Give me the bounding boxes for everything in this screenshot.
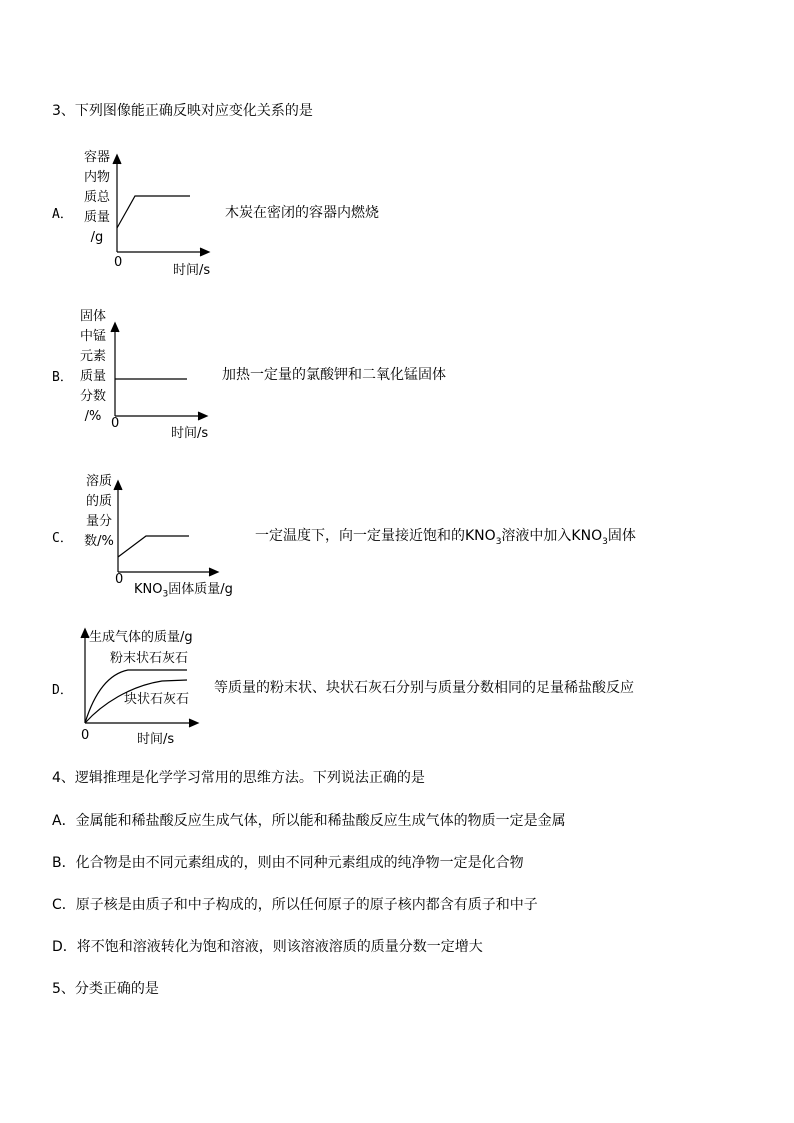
option-a-graph xyxy=(112,152,212,262)
y-axis-arrow xyxy=(114,481,122,490)
description-subscript: 3 xyxy=(495,536,502,547)
option-c-ylabel xyxy=(82,472,116,552)
x-axis-arrow xyxy=(189,719,198,727)
description-part: 固体 xyxy=(607,528,636,544)
ylabel-line: /g xyxy=(90,230,104,245)
ylabel-line: 内物 xyxy=(83,170,110,185)
option-c-origin: 0 xyxy=(115,572,124,587)
description-part: 一定温度下，向一定量接近饱和的KNO xyxy=(255,528,496,544)
option-b-ylabel xyxy=(76,307,110,427)
description-subscript: 3 xyxy=(602,536,608,547)
x-axis-arrow xyxy=(200,248,209,256)
ylabel-line: 固体 xyxy=(79,309,106,324)
ylabel-line: 量分 xyxy=(85,514,112,529)
ylabel-line: 元素 xyxy=(79,349,106,364)
y-axis-arrow xyxy=(111,323,119,332)
option-b-description: 加热一定量的氯酸钾和二氧化锰固体 xyxy=(222,367,446,383)
ylabel-line: /% xyxy=(84,409,102,424)
question-3-title: 3、下列图像能正确反映对应变化关系的是 xyxy=(52,103,313,119)
mass-curve xyxy=(117,196,190,228)
ylabel-line: 数/% xyxy=(84,534,114,549)
lump-curve-label: 块状石灰石 xyxy=(124,692,190,707)
option-b-graph xyxy=(110,320,210,420)
question-5-title: 5、分类正确的是 xyxy=(52,981,159,997)
xlabel-subscript: 3 xyxy=(162,589,169,600)
question-4-option-a: A．金属能和稀盐酸反应生成气体，所以能和稀盐酸反应生成气体的物质一定是金属 xyxy=(52,813,566,829)
option-b-xlabel: 时间/s xyxy=(171,426,209,441)
option-a-xlabel: 时间/s xyxy=(173,263,211,278)
powder-curve-label: 粉末状石灰石 xyxy=(110,651,189,666)
xlabel-part: KNO xyxy=(134,582,163,597)
y-axis-arrow xyxy=(113,155,121,164)
question-4-option-d: D．将不饱和溶液转化为饱和溶液，则该溶液溶质的质量分数一定增大 xyxy=(52,939,483,955)
option-d-letter: D． xyxy=(52,683,73,698)
option-a-description: 木炭在密闭的容器内燃烧 xyxy=(225,205,379,221)
x-axis-arrow xyxy=(198,412,207,420)
option-d-description: 等质量的粉末状、块状石灰石分别与质量分数相同的足量稀盐酸反应 xyxy=(214,680,634,696)
option-d-xlabel: 时间/s xyxy=(137,732,175,747)
option-a-origin: 0 xyxy=(114,255,123,270)
question-4-option-c: C．原子核是由质子和中子构成的，所以任何原子的原子核内都含有质子和中子 xyxy=(52,897,538,913)
y-axis-arrow xyxy=(81,629,89,638)
option-c-graph xyxy=(113,478,223,578)
ylabel-line: 中锰 xyxy=(79,329,106,344)
ylabel-line: 溶质 xyxy=(85,474,112,489)
option-d-ylabel: 生成气体的质量/g xyxy=(89,630,193,645)
ylabel-line: 质量 xyxy=(83,210,110,225)
question-4-option-b: B．化合物是由不同元素组成的，则由不同种元素组成的纯净物一定是化合物 xyxy=(52,855,524,871)
option-c-xlabel xyxy=(134,578,233,600)
option-b-letter: B． xyxy=(52,370,73,385)
option-b-origin: 0 xyxy=(111,416,120,431)
ylabel-line: 质总 xyxy=(83,190,110,205)
ylabel-line: 分数 xyxy=(79,389,106,404)
ylabel-line: 质量 xyxy=(79,369,106,384)
option-c-letter: C． xyxy=(52,531,73,546)
option-a-ylabel xyxy=(80,148,114,248)
option-c-description xyxy=(255,525,636,547)
question-4-title: 4、逻辑推理是化学学习常用的思维方法。下列说法正确的是 xyxy=(52,770,425,786)
x-axis-arrow xyxy=(209,568,218,576)
solute-fraction-curve xyxy=(118,536,189,557)
ylabel-line: 的质 xyxy=(85,494,112,509)
option-d-origin: 0 xyxy=(81,728,90,743)
ylabel-line: 容器 xyxy=(83,150,110,165)
description-part: 溶液中加入KNO xyxy=(501,528,603,544)
option-a-letter: A． xyxy=(52,207,73,222)
xlabel-part: 固体质量/g xyxy=(168,582,233,597)
